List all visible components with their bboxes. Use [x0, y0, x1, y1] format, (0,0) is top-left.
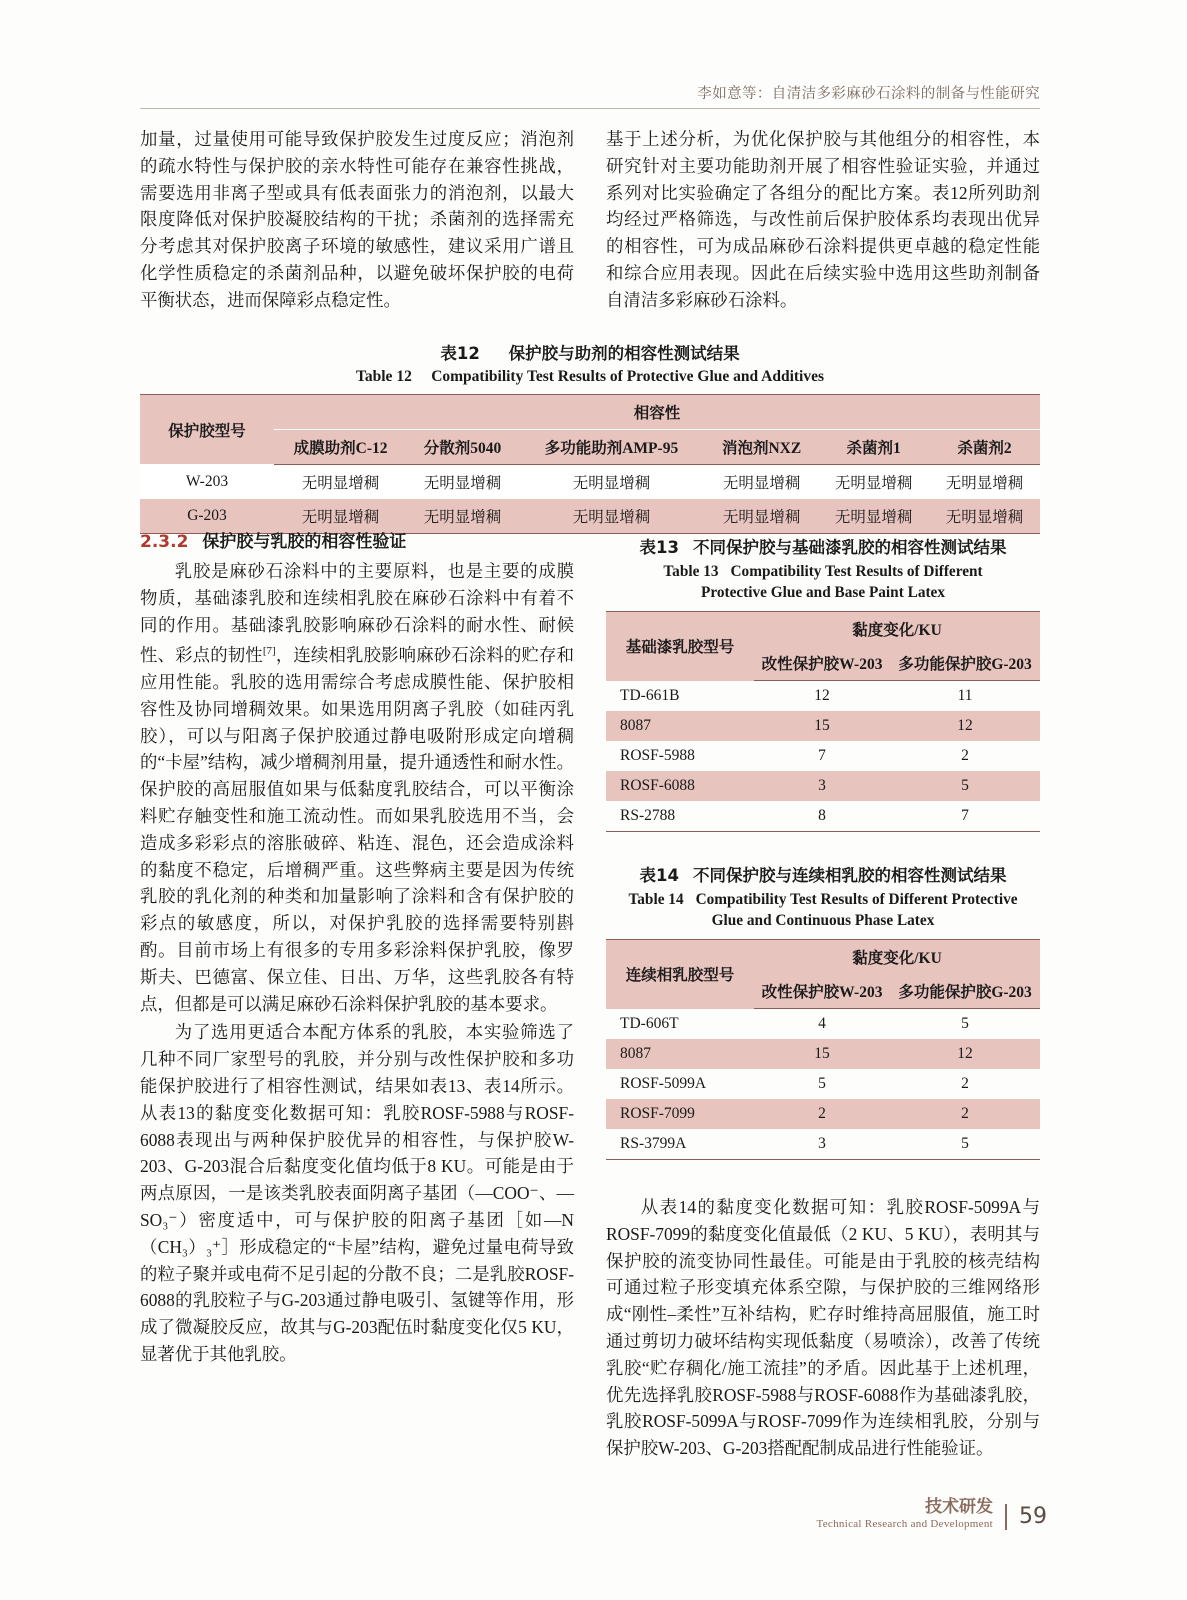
table12-col-3: 消泡剂NXZ — [705, 430, 818, 465]
table14 — [606, 939, 1040, 1160]
table-row — [606, 711, 1040, 741]
section-heading — [140, 527, 574, 552]
reference-marker: [7] — [262, 645, 276, 658]
table13-caption-en-line1: Compatibility Test Results of Different — [730, 563, 983, 580]
table14-r0-model: TD-606T — [620, 1014, 679, 1032]
table12-block — [140, 340, 1040, 534]
table13-block — [606, 534, 1040, 832]
table-row — [606, 1039, 1040, 1069]
footer-label-cn: 技术研发 — [925, 1497, 993, 1517]
table13-r2-model: ROSF-5988 — [620, 747, 695, 764]
table13-r3-model: ROSF-6088 — [606, 771, 754, 801]
table12-caption-en-label: Table 12 — [355, 368, 412, 385]
right-column-top — [606, 126, 1040, 314]
header-divider — [140, 108, 1040, 109]
table13-col-1: 多功能保护胶G-203 — [890, 646, 1040, 681]
table13-caption-cn-title: 不同保护胶与基础漆乳胶的相容性测试结果 — [692, 538, 1007, 557]
table14-caption-cn — [606, 862, 1040, 886]
table13-caption-en — [606, 561, 1040, 603]
table12-r1-model: G-203 — [140, 499, 274, 534]
table12-r1-c1: 无明显增稠 — [407, 499, 518, 534]
table13-header-group: 黏度变化/KU — [754, 612, 1040, 647]
table12-r1-c3: 无明显增稠 — [705, 499, 818, 534]
footer-label-en: Technical Research and Development — [816, 1518, 993, 1530]
table13 — [606, 611, 1040, 832]
table14-r1-c0: 15 — [754, 1039, 890, 1069]
table13-r2-c1: 2 — [961, 747, 969, 764]
table13-col-0: 改性保护胶W-203 — [754, 646, 890, 681]
table13-r0-model: TD-661B — [620, 686, 680, 704]
table-row — [606, 771, 1040, 801]
section-title: 保护胶与乳胶的相容性验证 — [202, 532, 407, 552]
table13-r4-c0: 8 — [754, 801, 890, 832]
table13-r3-c0: 3 — [754, 771, 890, 801]
table13-header-model: 基础漆乳胶型号 — [606, 612, 754, 681]
table12-r1-c2: 无明显增稠 — [518, 499, 705, 534]
table14-caption-cn-title: 不同保护胶与连续相乳胶的相容性测试结果 — [692, 866, 1007, 885]
table12-r0-c2: 无明显增稠 — [518, 465, 705, 500]
table13-r3-c1: 5 — [890, 771, 1040, 801]
table12-r0-c0: 无明显增稠 — [274, 465, 407, 500]
table13-r0-c1: 11 — [957, 687, 973, 704]
table14-caption-en-label: Table 14 — [628, 891, 684, 908]
table14-caption-en — [606, 889, 1040, 931]
left-paragraph-3: 为了选用更适合本配方体系的乳胶，本实验筛选了几种不同厂家型号的乳胶，并分别与改性保护胶和多功能保护胶进行了相容性测试，结果如表13、表14所示。从表13的黏度变化数据可知：乳胶ROSF-5988与ROSF-6088表现出与两种保护胶优异的相容性，与保护胶W-203、G-203混合后黏度变化值均低于8 KU。可能是由于两点原因，一是该类乳胶表面阴离子基团（—COO⁻、—SO₃⁻）密度适中，可与保护胶的阳离子基团［如—N（CH₃）₃⁺］形成稳定的“卡屋”结构，避免过量电荷导致的粒子聚并或电荷不足引起的分散不良；二是乳胶ROSF-6088的乳胶粒子与G-203通过静电吸引、氢键等作用，形成了微凝胶反应，故其与G-203配伍时黏度变化仅5 KU，显著优于其他乳胶。 — [140, 1022, 574, 1364]
table12 — [140, 394, 1040, 534]
table12-r0-c4: 无明显增稠 — [818, 465, 929, 500]
table13-r2-c0: 7 — [818, 747, 826, 764]
table13-r1-model: 8087 — [606, 711, 754, 741]
table12-caption-cn-title: 保护胶与助剂的相容性测试结果 — [508, 344, 740, 363]
table12-col-5: 杀菌剂2 — [929, 430, 1040, 465]
table-row — [606, 1009, 1040, 1040]
table14-caption-en-line1: Compatibility Test Results of Different Protective — [695, 891, 1018, 908]
table14-r0-c0: 4 — [818, 1015, 826, 1032]
table12-r0-c3: 无明显增稠 — [705, 465, 818, 500]
table12-r0-c1: 无明显增稠 — [407, 465, 518, 500]
page-number: 59 — [1005, 1504, 1047, 1530]
table14-caption-en-line2: Glue and Continuous Phase Latex — [711, 912, 935, 929]
table12-col-2: 多功能助剂AMP-95 — [518, 430, 705, 465]
table14-r2-c1: 2 — [961, 1075, 969, 1092]
table-row — [606, 1099, 1040, 1129]
table14-r1-c1: 12 — [890, 1039, 1040, 1069]
table12-caption-cn — [140, 340, 1040, 364]
table14-r0-c1: 5 — [961, 1015, 969, 1032]
table12-col-1: 分散剂5040 — [407, 430, 518, 465]
table12-caption-cn-label: 表12 — [440, 344, 480, 363]
table-row — [606, 1129, 1040, 1160]
table-row — [606, 801, 1040, 832]
table12-header-model: 保护胶型号 — [140, 395, 274, 465]
running-head: 李如意等：自清洁多彩麻砂石涂料的制备与性能研究 — [697, 86, 1040, 102]
table14-r3-model: ROSF-7099 — [606, 1099, 754, 1129]
table12-r0-model: W-203 — [140, 465, 274, 500]
table13-r1-c0: 15 — [754, 711, 890, 741]
table12-header-group: 相容性 — [274, 395, 1040, 430]
right-paragraph-1: 基于上述分析，为优化保护胶与其他组分的相容性，本研究针对主要功能助剂开展了相容性验证实验，并通过系列对比实验确定了各组分的配比方案。表12所列助剂均经过严格筛选，与改性前后保护胶体系均表现出优异的相容性，可为成品麻砂石涂料提供更卓越的稳定性能和综合应用表现。因此在后续实验中选用这些助剂制备自清洁多彩麻砂石涂料。 — [606, 129, 1040, 310]
table14-r4-c0: 3 — [754, 1129, 890, 1160]
table-row — [606, 741, 1040, 771]
table14-header-model: 连续相乳胶型号 — [606, 940, 754, 1009]
table12-col-0: 成膜助剂C-12 — [274, 430, 407, 465]
table-row — [606, 681, 1040, 712]
left-column-lower — [140, 527, 574, 1368]
table12-r1-c4: 无明显增稠 — [818, 499, 929, 534]
table14-caption-cn-label: 表14 — [639, 866, 679, 885]
right-paragraph-2: 从表14的黏度变化数据可知：乳胶ROSF-5099A与ROSF-7099的黏度变化值最低（2 KU、5 KU），表明其与保护胶的流变协同性最佳。可能是由于乳胶的核壳结构可通过粒子形变填充体系空隙，与保护胶的三维网络形成“刚性–柔性”互补结构，贮存时维持高屈服值，施工时通过剪切力破坏结构实现低黏度（易喷涂），改善了传统乳胶“贮存稠化/施工流挂”的矛盾。因此基于上述机理，优先选择乳胶ROSF-5988与ROSF-6088作为基础漆乳胶，乳胶ROSF-5099A与ROSF-7099作为连续相乳胶，分别与保护胶W-203、G-203搭配配制成品进行性能验证。 — [606, 1197, 1040, 1459]
table14-r3-c1: 2 — [890, 1099, 1040, 1129]
left-paragraph-2b: ，连续相乳胶影响麻砂石涂料的贮存和应用性能。乳胶的选用需综合考虑成膜性能、保护胶相容性及协同增稠效果。如果选用阴离子乳胶（如硅丙乳胶），可以与阳离子保护胶通过静电吸附形成定向增稠的“卡屋”结构，减少增稠剂用量，提升通透性和耐水性。保护胶的高屈服值如果与低黏度乳胶结合，可以平衡涂料贮存触变性和施工流动性。而如果乳胶选用不当，会造成多彩彩点的溶胀破碎、粘连、混色，还会造成涂料的黏度不稳定，后增稠严重。这些弊病主要是因为传统乳胶的乳化剂的种类和加量影响了涂料和含有保护胶的彩点的敏感度，所以，对保护乳胶的选择需要特别斟酌。目前市场上有很多的专用多彩涂料保护乳胶，像罗斯夫、巴德富、保立佳、日出、万华，这些乳胶各有特点，但都是可以满足麻砂石涂料保护乳胶的基本要求。 — [140, 645, 574, 1014]
table12-r1-c5: 无明显增稠 — [929, 499, 1040, 534]
table13-r0-c0: 12 — [814, 687, 830, 704]
table14-r2-c0: 5 — [818, 1075, 826, 1092]
table12-caption-en-title: Compatibility Test Results of Protective Glue and Additives — [431, 368, 825, 385]
table14-header-group: 黏度变化/KU — [754, 940, 1040, 975]
page-footer — [817, 1496, 1048, 1530]
table14-block — [606, 862, 1040, 1160]
left-column-top — [140, 126, 574, 314]
table13-r1-c1: 12 — [890, 711, 1040, 741]
left-paragraph-2a: 乳胶是麻砂石涂料中的主要原料，也是主要的成膜物质，基础漆乳胶和连续相乳胶在麻砂石涂料中有着不同的作用。基础漆乳胶影响麻砂石涂料的耐水性、耐候性、彩点的韧性 — [140, 561, 574, 666]
table13-caption-cn — [606, 534, 1040, 558]
table14-col-1: 多功能保护胶G-203 — [890, 974, 1040, 1009]
right-column-lower — [606, 528, 1040, 1462]
table13-caption-en-label: Table 13 — [663, 563, 719, 580]
table14-r4-model: RS-3799A — [606, 1129, 754, 1160]
left-paragraph-1: 加量，过量使用可能导致保护胶发生过度反应；消泡剂的疏水特性与保护胶的亲水特性可能存在兼容性挑战，需要选用非离子型或具有低表面张力的消泡剂，以最大限度降低对保护胶凝胶结构的干扰；杀菌剂的选择需充分考虑其对保护胶离子环境的敏感性，建议采用广谱且化学性质稳定的杀菌剂品种，以避免破坏保护胶的电荷平衡状态，进而保障彩点稳定性。 — [140, 129, 574, 310]
table13-r4-model: RS-2788 — [606, 801, 754, 832]
table-row — [140, 465, 1040, 500]
table12-r0-c5: 无明显增稠 — [929, 465, 1040, 500]
table14-r1-model: 8087 — [606, 1039, 754, 1069]
table12-r1-c0: 无明显增稠 — [274, 499, 407, 534]
table13-caption-en-line2: Protective Glue and Base Paint Latex — [700, 584, 945, 601]
table14-r4-c1: 5 — [890, 1129, 1040, 1160]
table14-r3-c0: 2 — [754, 1099, 890, 1129]
table13-caption-cn-label: 表13 — [639, 538, 679, 557]
table14-col-0: 改性保护胶W-203 — [754, 974, 890, 1009]
left-paragraph-2 — [140, 558, 574, 1017]
table14-r2-model: ROSF-5099A — [620, 1075, 707, 1092]
table-row — [606, 1069, 1040, 1099]
section-number: 2.3.2 — [140, 532, 189, 552]
table13-r4-c1: 7 — [890, 801, 1040, 832]
table12-col-4: 杀菌剂1 — [818, 430, 929, 465]
table12-caption-en — [140, 368, 1040, 386]
